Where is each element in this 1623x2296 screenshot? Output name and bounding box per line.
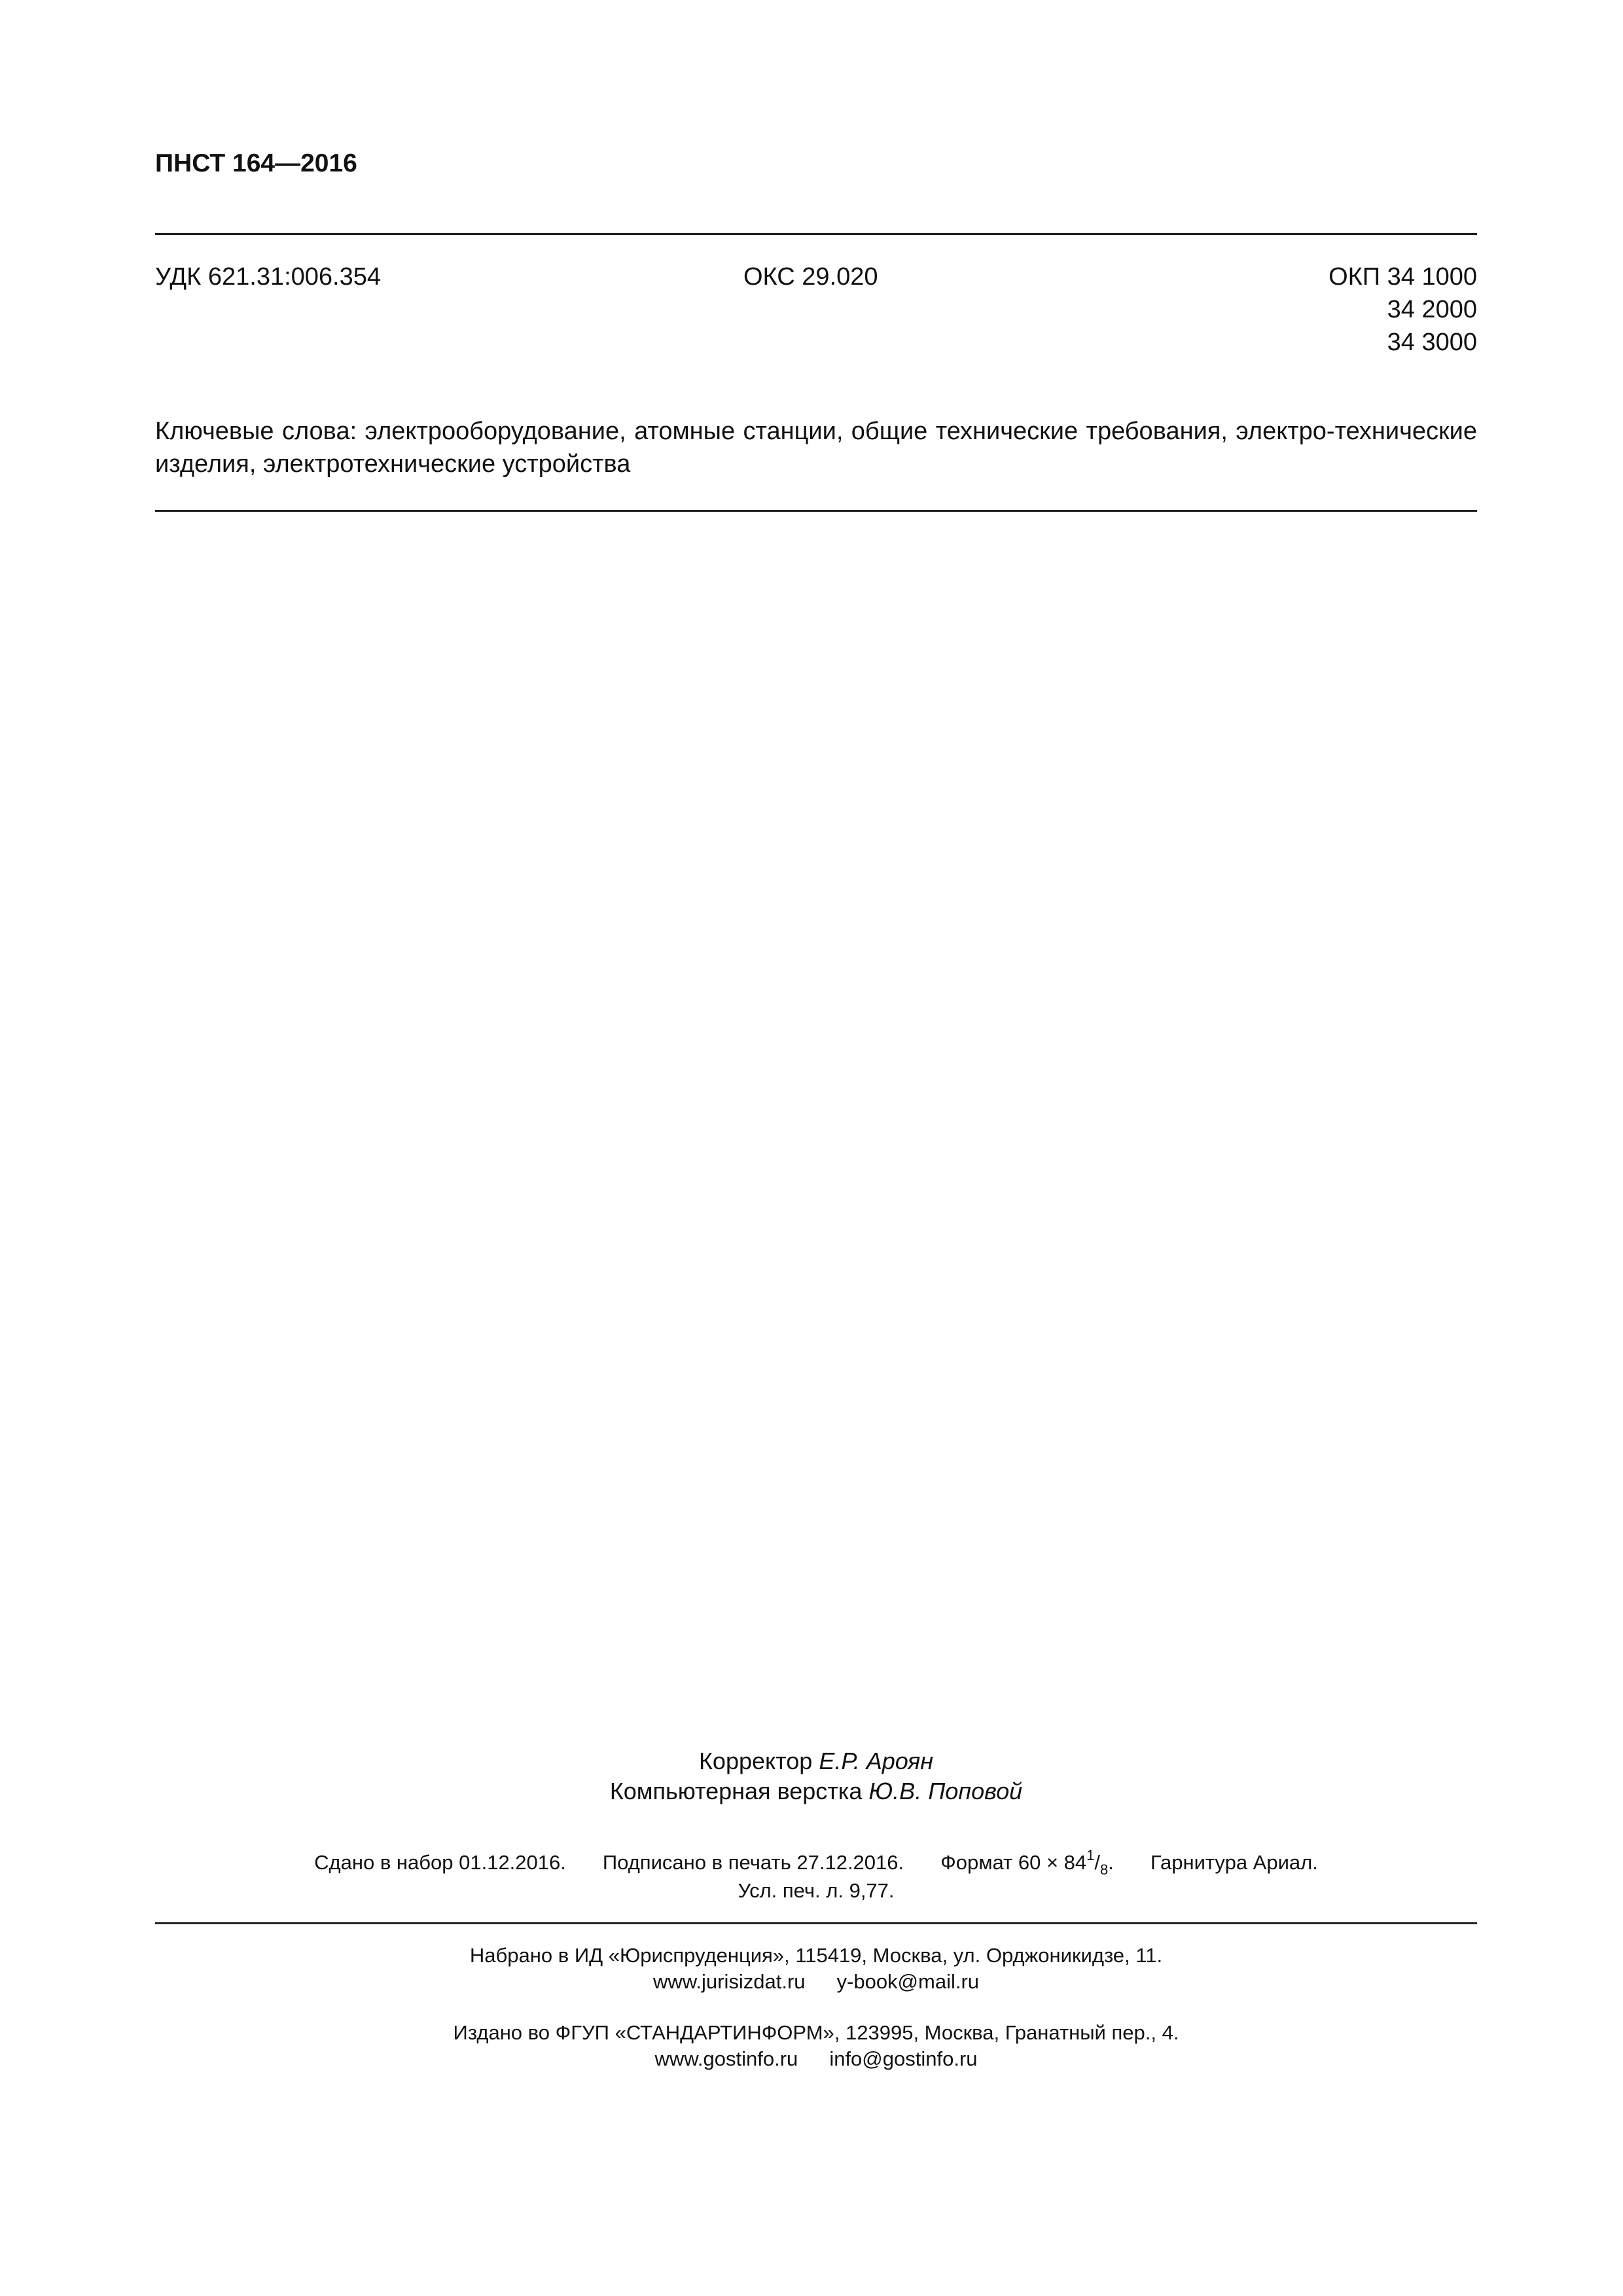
oks-code: ОКС 29.020 bbox=[743, 263, 878, 291]
submitted-date: Сдано в набор 01.12.2016. bbox=[314, 1851, 566, 1874]
imprint-divider bbox=[155, 1922, 1477, 1924]
publisher-block bbox=[155, 2020, 1477, 2072]
layout-label: Компьютерная верстка bbox=[609, 1778, 863, 1804]
typeset-block bbox=[155, 1943, 1477, 1995]
format-denominator: 8 bbox=[1100, 1861, 1109, 1878]
corrector-label: Корректор bbox=[698, 1748, 813, 1774]
print-info-block bbox=[155, 1847, 1477, 1904]
corrector-name: Е.Р. Ароян bbox=[819, 1748, 934, 1774]
typeset-contacts bbox=[155, 1969, 1477, 1995]
okp-codes bbox=[1329, 260, 1477, 359]
format-prefix: Формат 60 × 84 bbox=[940, 1851, 1087, 1874]
typeset-email-link[interactable]: y-book@mail.ru bbox=[836, 1970, 980, 1993]
corrector-line bbox=[155, 1746, 1477, 1776]
document-number: ПНСТ 164—2016 bbox=[155, 149, 357, 177]
publisher-address: Издано во ФГУП «СТАНДАРТИНФОРМ», 123995, Москва, Гранатный пер., 4. bbox=[453, 2021, 1179, 2044]
format-end: . bbox=[1108, 1851, 1114, 1874]
signed-date: Подписано в печать 27.12.2016. bbox=[602, 1851, 904, 1874]
udk-code: УДК 621.31:006.354 bbox=[155, 263, 382, 291]
typeset-website-link[interactable]: www.jurisizdat.ru bbox=[652, 1970, 806, 1993]
typeset-address: Набрано в ИД «Юриспруденция», 115419, Москва, ул. Орджоникидзе, 11. bbox=[469, 1944, 1163, 1967]
layout-line bbox=[155, 1776, 1477, 1806]
print-info-line bbox=[155, 1847, 1477, 1878]
top-divider bbox=[155, 233, 1477, 235]
publisher-contacts bbox=[155, 2046, 1477, 2072]
publisher-email-link[interactable]: info@gostinfo.ru bbox=[829, 2047, 978, 2070]
paper-format bbox=[940, 1847, 1114, 1878]
sheets-line: Усл. печ. л. 9,77. bbox=[738, 1879, 895, 1902]
okp-code-1: ОКП 34 1000 bbox=[1329, 263, 1477, 291]
credits-block bbox=[155, 1746, 1477, 1806]
keywords-paragraph: Ключевые слова: электрооборудование, атомные станции, общие технические требования, электро-технические изделия, электротехнические устройства bbox=[155, 418, 1477, 478]
okp-code-2: 34 2000 bbox=[1387, 296, 1477, 323]
format-numerator: 1 bbox=[1086, 1847, 1095, 1863]
okp-code-3: 34 3000 bbox=[1387, 329, 1477, 356]
font-info: Гарнитура Ариал. bbox=[1150, 1851, 1318, 1874]
format-slash: / bbox=[1094, 1851, 1101, 1874]
keywords-divider bbox=[155, 510, 1477, 512]
layout-name: Ю.В. Поповой bbox=[868, 1778, 1023, 1804]
publisher-website-link[interactable]: www.gostinfo.ru bbox=[654, 2047, 798, 2070]
